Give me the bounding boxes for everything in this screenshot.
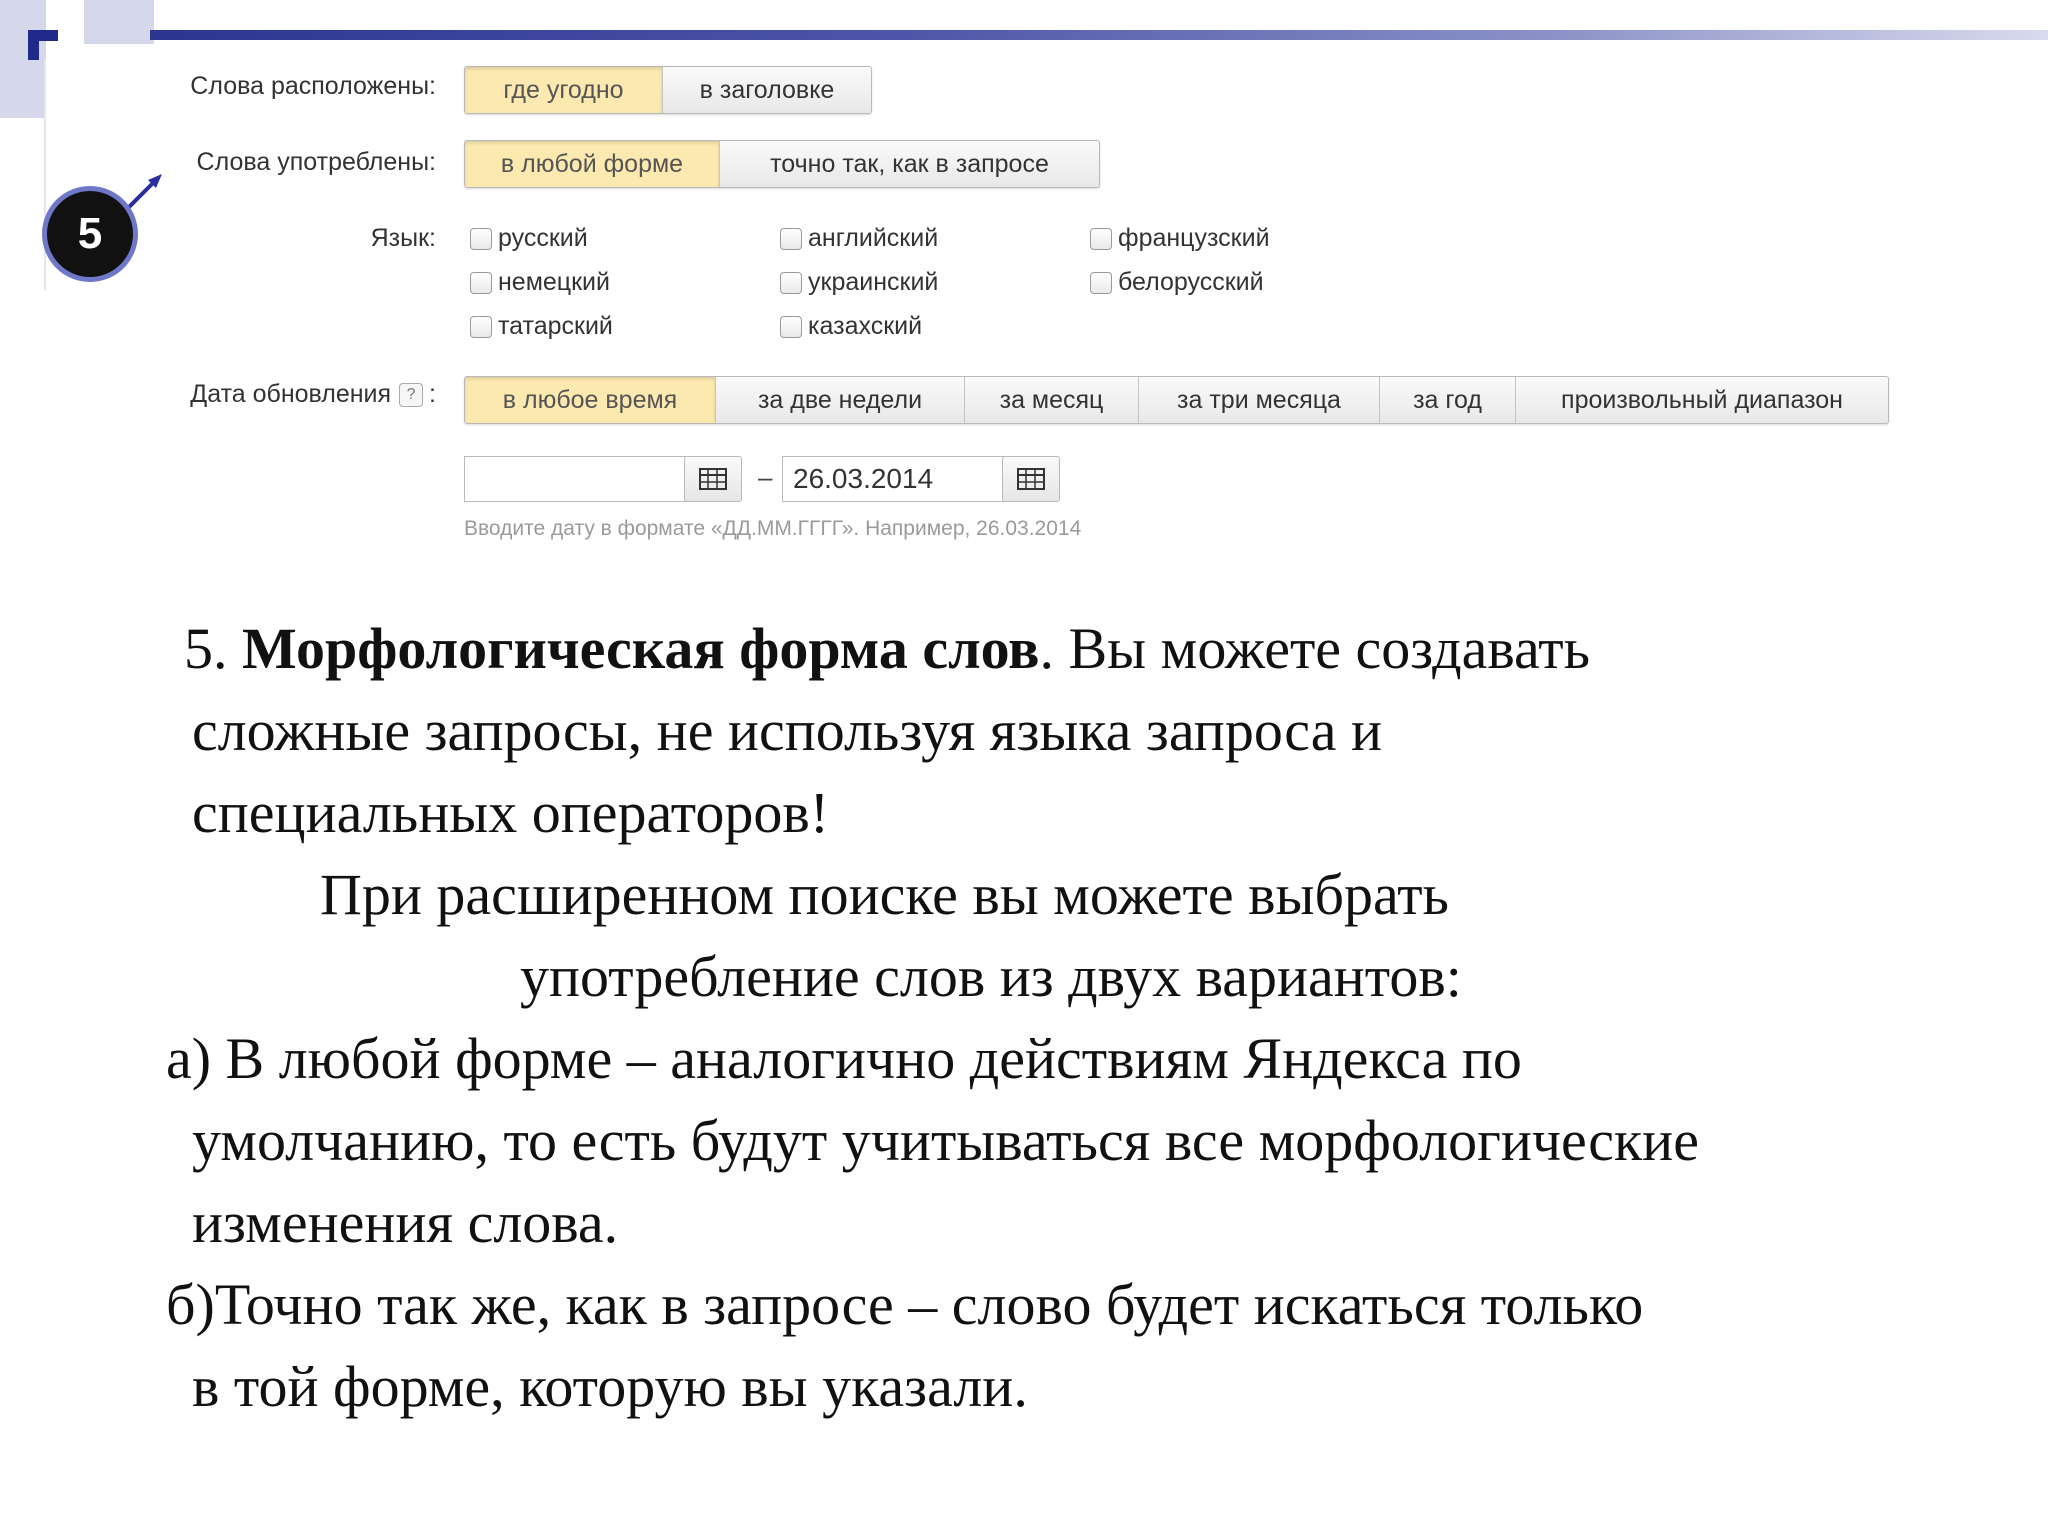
calendar-from-button[interactable] — [684, 456, 742, 502]
paragraph-1-line-3: специальных операторов! — [192, 780, 830, 845]
language-option-label: английский — [808, 224, 939, 252]
paragraph-2-line-2: употребление слов из двух вариантов: — [520, 944, 1462, 1009]
checkbox-box[interactable] — [780, 228, 802, 250]
calendar-icon — [698, 467, 728, 491]
option-a-line-3: изменения слова. — [192, 1190, 619, 1255]
paragraph-1-line-2: сложные запросы, не используя языка запроса и — [192, 698, 1383, 763]
language-checkbox-english[interactable] — [780, 224, 938, 253]
paragraph-heading: Морфологическая форма слов — [242, 616, 1040, 681]
usage-label: Слова употреблены: — [196, 148, 436, 176]
language-label: Язык: — [370, 224, 436, 252]
language-checkbox-french[interactable] — [1090, 224, 1270, 253]
date-option-three-months[interactable]: за три месяца — [1139, 377, 1380, 423]
step-number-badge: 5 — [42, 186, 138, 282]
language-option-label: казахский — [808, 312, 923, 340]
date-toggle-group — [464, 376, 1889, 424]
language-option-label: немецкий — [498, 268, 610, 296]
language-checkbox-kazakh[interactable] — [780, 312, 922, 341]
location-option-anywhere[interactable]: где угодно — [465, 67, 663, 113]
checkbox-box[interactable] — [470, 228, 492, 250]
language-option-label: русский — [498, 224, 588, 252]
date-to-input[interactable]: 26.03.2014 — [782, 456, 1004, 502]
language-option-label: белорусский — [1118, 268, 1264, 296]
date-from-input[interactable] — [464, 456, 686, 502]
paragraph-2-line-1: При расширенном поиске вы можете выбрать — [320, 862, 1449, 927]
paragraph-1-text: . Вы можете создавать — [1039, 616, 1591, 681]
checkbox-box[interactable] — [470, 316, 492, 338]
slide-vertical-line — [44, 60, 46, 290]
language-checkbox-belarusian[interactable] — [1090, 268, 1264, 297]
date-option-month[interactable]: за месяц — [965, 377, 1139, 423]
checkbox-box[interactable] — [780, 272, 802, 294]
location-toggle-group — [464, 66, 872, 114]
usage-option-exact[interactable]: точно так, как в запросе — [770, 149, 1049, 178]
option-a-line-1: а) В любой форме – аналогично действиям Яндекса по — [166, 1026, 1522, 1091]
slide-bracket-decoration — [28, 30, 58, 60]
language-checkbox-ukrainian[interactable] — [780, 268, 938, 297]
date-option-year[interactable]: за год — [1380, 377, 1516, 423]
checkbox-box[interactable] — [780, 316, 802, 338]
checkbox-box[interactable] — [1090, 228, 1112, 250]
slide-header-line — [150, 30, 2048, 40]
date-label-colon: : — [429, 380, 436, 408]
language-option-label: французский — [1118, 224, 1270, 252]
date-label: Дата обновления — [190, 380, 392, 408]
date-option-two-weeks[interactable]: за две недели — [716, 377, 965, 423]
calendar-icon — [1016, 467, 1046, 491]
option-a-line-2: умолчанию, то есть будут учитываться все морфологические — [192, 1108, 1699, 1173]
usage-toggle-group — [464, 140, 1100, 188]
date-label-wrap — [190, 380, 436, 409]
language-option-label: татарский — [498, 312, 613, 340]
date-option-custom-range[interactable]: произвольный диапазон — [1561, 385, 1843, 414]
paragraph-number: 5. — [184, 616, 228, 681]
help-icon[interactable]: ? — [399, 383, 423, 407]
language-option-label: украинский — [808, 268, 939, 296]
location-option-title[interactable]: в заголовке — [699, 75, 835, 104]
paragraph-1-line-1 — [184, 616, 1591, 681]
checkbox-box[interactable] — [1090, 272, 1112, 294]
option-b-line-2: в той форме, которую вы указали. — [192, 1354, 1028, 1419]
language-checkbox-russian[interactable] — [470, 224, 588, 253]
slide-corner-decoration-2 — [84, 0, 154, 44]
date-format-hint: Вводите дату в формате «ДД.ММ.ГГГГ». Например, 26.03.2014 — [464, 517, 1082, 540]
checkbox-box[interactable] — [470, 272, 492, 294]
date-range-separator: – — [758, 462, 773, 492]
location-label: Слова расположены: — [190, 72, 436, 100]
language-checkbox-tatar[interactable] — [470, 312, 613, 341]
option-b-line-1: б)Точно так же, как в запросе – слово будет искаться только — [166, 1272, 1644, 1337]
calendar-to-button[interactable] — [1002, 456, 1060, 502]
date-option-any-time[interactable]: в любое время — [465, 377, 716, 423]
language-checkbox-german[interactable] — [470, 268, 610, 297]
usage-option-any-form[interactable]: в любой форме — [465, 141, 720, 187]
